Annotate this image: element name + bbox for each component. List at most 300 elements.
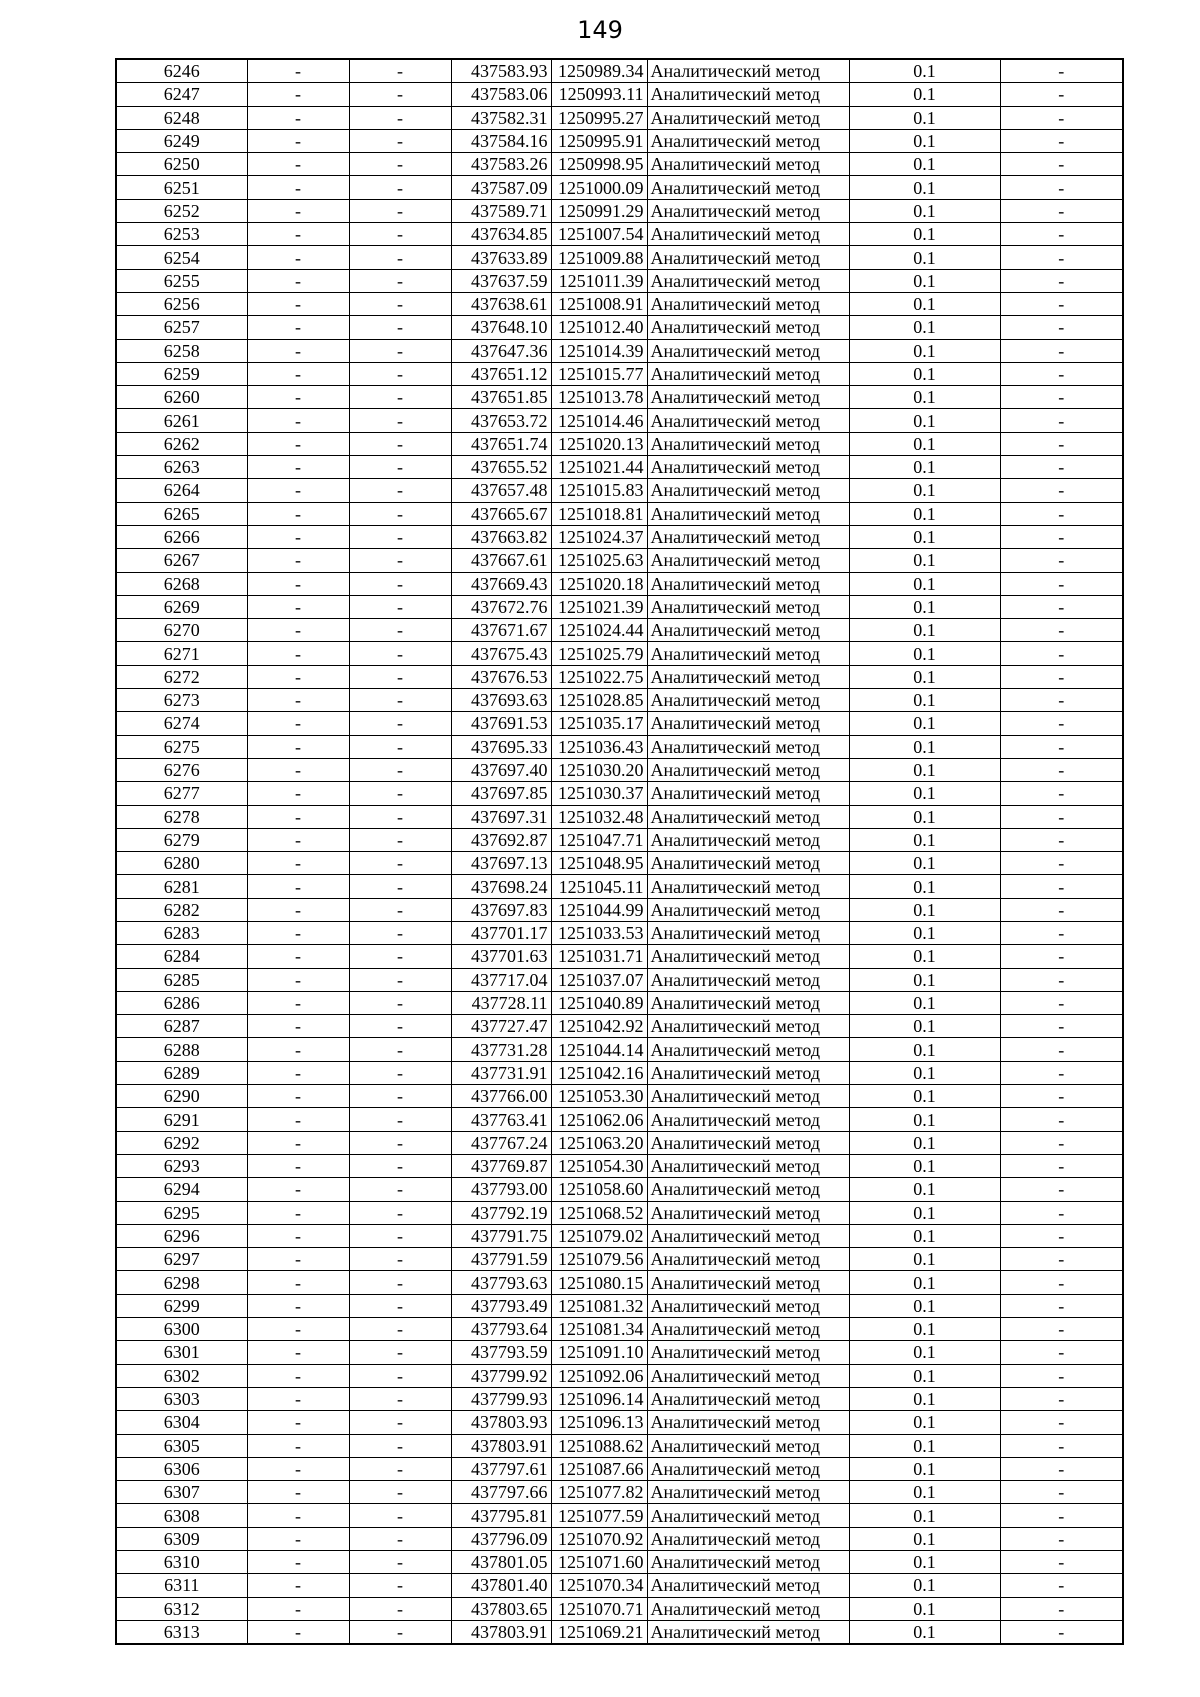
y-coordinate-cell: 1251063.20	[551, 1131, 647, 1154]
table-row	[116, 1201, 1123, 1224]
method-cell: Аналитический метод	[647, 1387, 849, 1410]
y-coordinate-cell: 1251080.15	[551, 1271, 647, 1294]
y-coordinate-cell: 1251030.37	[551, 782, 647, 805]
y-coordinate-cell: 1251018.81	[551, 502, 647, 525]
y-coordinate-cell: 1251062.06	[551, 1108, 647, 1131]
accuracy-cell: 0.1	[849, 712, 1000, 735]
dash-cell: -	[349, 572, 451, 595]
table-row	[116, 339, 1123, 362]
point-number-cell: 6304	[116, 1411, 247, 1434]
dash-cell: -	[247, 129, 349, 152]
table-row	[116, 945, 1123, 968]
method-cell: Аналитический метод	[647, 572, 849, 595]
accuracy-cell: 0.1	[849, 1574, 1000, 1597]
dash-cell: -	[1000, 1481, 1123, 1504]
dash-cell: -	[1000, 595, 1123, 618]
dash-cell: -	[349, 83, 451, 106]
y-coordinate-cell: 1251096.14	[551, 1387, 647, 1410]
y-coordinate-cell: 1251092.06	[551, 1364, 647, 1387]
point-number-cell: 6263	[116, 456, 247, 479]
dash-cell: -	[1000, 875, 1123, 898]
accuracy-cell: 0.1	[849, 269, 1000, 292]
dash-cell: -	[247, 595, 349, 618]
accuracy-cell: 0.1	[849, 362, 1000, 385]
accuracy-cell: 0.1	[849, 921, 1000, 944]
y-coordinate-cell: 1251028.85	[551, 689, 647, 712]
point-number-cell: 6290	[116, 1085, 247, 1108]
method-cell: Аналитический метод	[647, 1085, 849, 1108]
dash-cell: -	[1000, 409, 1123, 432]
x-coordinate-cell: 437727.47	[451, 1015, 551, 1038]
y-coordinate-cell: 1250991.29	[551, 199, 647, 222]
table-row	[116, 758, 1123, 781]
method-cell: Аналитический метод	[647, 712, 849, 735]
accuracy-cell: 0.1	[849, 1411, 1000, 1434]
accuracy-cell: 0.1	[849, 968, 1000, 991]
dash-cell: -	[349, 1387, 451, 1410]
x-coordinate-cell: 437791.75	[451, 1224, 551, 1247]
y-coordinate-cell: 1250998.95	[551, 153, 647, 176]
table-row	[116, 572, 1123, 595]
point-number-cell: 6258	[116, 339, 247, 362]
table-row	[116, 59, 1123, 83]
dash-cell: -	[1000, 1131, 1123, 1154]
method-cell: Аналитический метод	[647, 968, 849, 991]
point-number-cell: 6255	[116, 269, 247, 292]
table-row	[116, 456, 1123, 479]
point-number-cell: 6256	[116, 292, 247, 315]
x-coordinate-cell: 437767.24	[451, 1131, 551, 1154]
point-number-cell: 6308	[116, 1504, 247, 1527]
x-coordinate-cell: 437697.85	[451, 782, 551, 805]
table-row	[116, 269, 1123, 292]
y-coordinate-cell: 1251079.56	[551, 1248, 647, 1271]
x-coordinate-cell: 437665.67	[451, 502, 551, 525]
method-cell: Аналитический метод	[647, 1154, 849, 1177]
dash-cell: -	[349, 223, 451, 246]
table-row	[116, 968, 1123, 991]
x-coordinate-cell: 437697.13	[451, 852, 551, 875]
dash-cell: -	[349, 782, 451, 805]
dash-cell: -	[349, 1015, 451, 1038]
table-row	[116, 316, 1123, 339]
x-coordinate-cell: 437634.85	[451, 223, 551, 246]
table-row	[116, 1457, 1123, 1480]
accuracy-cell: 0.1	[849, 572, 1000, 595]
y-coordinate-cell: 1251077.82	[551, 1481, 647, 1504]
dash-cell: -	[247, 1015, 349, 1038]
accuracy-cell: 0.1	[849, 1108, 1000, 1131]
table-row	[116, 921, 1123, 944]
dash-cell: -	[349, 712, 451, 735]
dash-cell: -	[349, 968, 451, 991]
coordinates-table	[115, 58, 1124, 1645]
dash-cell: -	[349, 1574, 451, 1597]
point-number-cell: 6265	[116, 502, 247, 525]
dash-cell: -	[1000, 991, 1123, 1014]
table-row	[116, 1481, 1123, 1504]
y-coordinate-cell: 1251024.44	[551, 619, 647, 642]
dash-cell: -	[1000, 153, 1123, 176]
dash-cell: -	[349, 1457, 451, 1480]
method-cell: Аналитический метод	[647, 689, 849, 712]
y-coordinate-cell: 1251044.99	[551, 898, 647, 921]
method-cell: Аналитический метод	[647, 432, 849, 455]
dash-cell: -	[1000, 828, 1123, 851]
dash-cell: -	[349, 689, 451, 712]
method-cell: Аналитический метод	[647, 1038, 849, 1061]
dash-cell: -	[349, 595, 451, 618]
method-cell: Аналитический метод	[647, 1108, 849, 1131]
dash-cell: -	[247, 1061, 349, 1084]
point-number-cell: 6312	[116, 1597, 247, 1620]
table-row	[116, 852, 1123, 875]
y-coordinate-cell: 1251047.71	[551, 828, 647, 851]
dash-cell: -	[349, 1131, 451, 1154]
dash-cell: -	[247, 665, 349, 688]
dash-cell: -	[1000, 269, 1123, 292]
dash-cell: -	[1000, 292, 1123, 315]
accuracy-cell: 0.1	[849, 1061, 1000, 1084]
table-row	[116, 223, 1123, 246]
dash-cell: -	[1000, 642, 1123, 665]
dash-cell: -	[349, 316, 451, 339]
dash-cell: -	[349, 339, 451, 362]
dash-cell: -	[349, 1481, 451, 1504]
point-number-cell: 6287	[116, 1015, 247, 1038]
y-coordinate-cell: 1251011.39	[551, 269, 647, 292]
accuracy-cell: 0.1	[849, 246, 1000, 269]
dash-cell: -	[247, 758, 349, 781]
dash-cell: -	[1000, 362, 1123, 385]
accuracy-cell: 0.1	[849, 292, 1000, 315]
method-cell: Аналитический метод	[647, 1201, 849, 1224]
dash-cell: -	[349, 875, 451, 898]
point-number-cell: 6291	[116, 1108, 247, 1131]
dash-cell: -	[349, 665, 451, 688]
x-coordinate-cell: 437633.89	[451, 246, 551, 269]
accuracy-cell: 0.1	[849, 432, 1000, 455]
dash-cell: -	[1000, 665, 1123, 688]
dash-cell: -	[1000, 898, 1123, 921]
point-number-cell: 6282	[116, 898, 247, 921]
x-coordinate-cell: 437667.61	[451, 549, 551, 572]
y-coordinate-cell: 1251024.37	[551, 525, 647, 548]
method-cell: Аналитический метод	[647, 129, 849, 152]
table-row	[116, 292, 1123, 315]
y-coordinate-cell: 1251035.17	[551, 712, 647, 735]
dash-cell: -	[247, 1085, 349, 1108]
dash-cell: -	[247, 1131, 349, 1154]
method-cell: Аналитический метод	[647, 735, 849, 758]
point-number-cell: 6286	[116, 991, 247, 1014]
dash-cell: -	[349, 758, 451, 781]
y-coordinate-cell: 1251031.71	[551, 945, 647, 968]
table-row	[116, 1271, 1123, 1294]
point-number-cell: 6281	[116, 875, 247, 898]
method-cell: Аналитический метод	[647, 456, 849, 479]
point-number-cell: 6313	[116, 1620, 247, 1644]
method-cell: Аналитический метод	[647, 223, 849, 246]
dash-cell: -	[349, 246, 451, 269]
table-body	[116, 59, 1123, 1644]
x-coordinate-cell: 437793.63	[451, 1271, 551, 1294]
accuracy-cell: 0.1	[849, 735, 1000, 758]
dash-cell: -	[247, 1411, 349, 1434]
y-coordinate-cell: 1251045.11	[551, 875, 647, 898]
dash-cell: -	[1000, 782, 1123, 805]
point-number-cell: 6254	[116, 246, 247, 269]
point-number-cell: 6253	[116, 223, 247, 246]
dash-cell: -	[349, 852, 451, 875]
table-row	[116, 735, 1123, 758]
point-number-cell: 6270	[116, 619, 247, 642]
dash-cell: -	[247, 1504, 349, 1527]
dash-cell: -	[247, 968, 349, 991]
dash-cell: -	[349, 292, 451, 315]
dash-cell: -	[247, 1481, 349, 1504]
x-coordinate-cell: 437676.53	[451, 665, 551, 688]
table-row	[116, 199, 1123, 222]
point-number-cell: 6294	[116, 1178, 247, 1201]
point-number-cell: 6262	[116, 432, 247, 455]
y-coordinate-cell: 1251070.71	[551, 1597, 647, 1620]
x-coordinate-cell: 437675.43	[451, 642, 551, 665]
dash-cell: -	[1000, 945, 1123, 968]
method-cell: Аналитический метод	[647, 83, 849, 106]
point-number-cell: 6295	[116, 1201, 247, 1224]
point-number-cell: 6300	[116, 1318, 247, 1341]
point-number-cell: 6288	[116, 1038, 247, 1061]
method-cell: Аналитический метод	[647, 1061, 849, 1084]
dash-cell: -	[247, 292, 349, 315]
accuracy-cell: 0.1	[849, 339, 1000, 362]
y-coordinate-cell: 1251015.83	[551, 479, 647, 502]
point-number-cell: 6284	[116, 945, 247, 968]
point-number-cell: 6275	[116, 735, 247, 758]
point-number-cell: 6311	[116, 1574, 247, 1597]
accuracy-cell: 0.1	[849, 619, 1000, 642]
dash-cell: -	[247, 875, 349, 898]
dash-cell: -	[247, 1597, 349, 1620]
method-cell: Аналитический метод	[647, 1318, 849, 1341]
accuracy-cell: 0.1	[849, 689, 1000, 712]
accuracy-cell: 0.1	[849, 1085, 1000, 1108]
dash-cell: -	[349, 1294, 451, 1317]
dash-cell: -	[1000, 1061, 1123, 1084]
accuracy-cell: 0.1	[849, 1131, 1000, 1154]
y-coordinate-cell: 1251096.13	[551, 1411, 647, 1434]
accuracy-cell: 0.1	[849, 782, 1000, 805]
dash-cell: -	[349, 1551, 451, 1574]
method-cell: Аналитический метод	[647, 1597, 849, 1620]
point-number-cell: 6249	[116, 129, 247, 152]
dash-cell: -	[1000, 129, 1123, 152]
y-coordinate-cell: 1251091.10	[551, 1341, 647, 1364]
y-coordinate-cell: 1251088.62	[551, 1434, 647, 1457]
dash-cell: -	[1000, 1341, 1123, 1364]
accuracy-cell: 0.1	[849, 758, 1000, 781]
table-row	[116, 129, 1123, 152]
table-row	[116, 1015, 1123, 1038]
x-coordinate-cell: 437583.26	[451, 153, 551, 176]
x-coordinate-cell: 437637.59	[451, 269, 551, 292]
dash-cell: -	[247, 1527, 349, 1550]
table-row	[116, 549, 1123, 572]
y-coordinate-cell: 1251025.63	[551, 549, 647, 572]
method-cell: Аналитический метод	[647, 525, 849, 548]
x-coordinate-cell: 437582.31	[451, 106, 551, 129]
dash-cell: -	[1000, 1108, 1123, 1131]
y-coordinate-cell: 1251014.39	[551, 339, 647, 362]
table-row	[116, 1248, 1123, 1271]
method-cell: Аналитический метод	[647, 549, 849, 572]
dash-cell: -	[247, 386, 349, 409]
dash-cell: -	[1000, 758, 1123, 781]
accuracy-cell: 0.1	[849, 1504, 1000, 1527]
x-coordinate-cell: 437669.43	[451, 572, 551, 595]
point-number-cell: 6310	[116, 1551, 247, 1574]
y-coordinate-cell: 1251030.20	[551, 758, 647, 781]
dash-cell: -	[349, 1224, 451, 1247]
accuracy-cell: 0.1	[849, 595, 1000, 618]
x-coordinate-cell: 437796.09	[451, 1527, 551, 1550]
table-row	[116, 712, 1123, 735]
dash-cell: -	[1000, 456, 1123, 479]
y-coordinate-cell: 1251037.07	[551, 968, 647, 991]
method-cell: Аналитический метод	[647, 1248, 849, 1271]
dash-cell: -	[1000, 1015, 1123, 1038]
y-coordinate-cell: 1251032.48	[551, 805, 647, 828]
x-coordinate-cell: 437793.64	[451, 1318, 551, 1341]
method-cell: Аналитический метод	[647, 1574, 849, 1597]
point-number-cell: 6301	[116, 1341, 247, 1364]
accuracy-cell: 0.1	[849, 1178, 1000, 1201]
table-row	[116, 106, 1123, 129]
table-row	[116, 619, 1123, 642]
dash-cell: -	[349, 386, 451, 409]
dash-cell: -	[1000, 712, 1123, 735]
dash-cell: -	[1000, 1154, 1123, 1177]
method-cell: Аналитический метод	[647, 758, 849, 781]
dash-cell: -	[349, 1108, 451, 1131]
method-cell: Аналитический метод	[647, 875, 849, 898]
dash-cell: -	[1000, 432, 1123, 455]
dash-cell: -	[349, 525, 451, 548]
method-cell: Аналитический метод	[647, 1551, 849, 1574]
point-number-cell: 6303	[116, 1387, 247, 1410]
y-coordinate-cell: 1251008.91	[551, 292, 647, 315]
dash-cell: -	[349, 735, 451, 758]
accuracy-cell: 0.1	[849, 1271, 1000, 1294]
dash-cell: -	[247, 525, 349, 548]
point-number-cell: 6260	[116, 386, 247, 409]
y-coordinate-cell: 1251020.13	[551, 432, 647, 455]
dash-cell: -	[247, 1154, 349, 1177]
dash-cell: -	[247, 1294, 349, 1317]
accuracy-cell: 0.1	[849, 59, 1000, 83]
dash-cell: -	[247, 1271, 349, 1294]
x-coordinate-cell: 437692.87	[451, 828, 551, 851]
point-number-cell: 6274	[116, 712, 247, 735]
accuracy-cell: 0.1	[849, 1341, 1000, 1364]
dash-cell: -	[349, 106, 451, 129]
x-coordinate-cell: 437803.91	[451, 1620, 551, 1644]
accuracy-cell: 0.1	[849, 1318, 1000, 1341]
x-coordinate-cell: 437803.65	[451, 1597, 551, 1620]
y-coordinate-cell: 1250995.91	[551, 129, 647, 152]
point-number-cell: 6285	[116, 968, 247, 991]
y-coordinate-cell: 1251087.66	[551, 1457, 647, 1480]
y-coordinate-cell: 1251058.60	[551, 1178, 647, 1201]
x-coordinate-cell: 437797.61	[451, 1457, 551, 1480]
x-coordinate-cell: 437651.74	[451, 432, 551, 455]
method-cell: Аналитический метод	[647, 1434, 849, 1457]
method-cell: Аналитический метод	[647, 292, 849, 315]
method-cell: Аналитический метод	[647, 1294, 849, 1317]
table-row	[116, 386, 1123, 409]
dash-cell: -	[247, 339, 349, 362]
dash-cell: -	[247, 735, 349, 758]
point-number-cell: 6257	[116, 316, 247, 339]
table-row	[116, 1574, 1123, 1597]
x-coordinate-cell: 437793.59	[451, 1341, 551, 1364]
dash-cell: -	[1000, 1364, 1123, 1387]
y-coordinate-cell: 1251009.88	[551, 246, 647, 269]
method-cell: Аналитический метод	[647, 1527, 849, 1550]
accuracy-cell: 0.1	[849, 1038, 1000, 1061]
x-coordinate-cell: 437693.63	[451, 689, 551, 712]
method-cell: Аналитический метод	[647, 1341, 849, 1364]
dash-cell: -	[247, 619, 349, 642]
y-coordinate-cell: 1251033.53	[551, 921, 647, 944]
dash-cell: -	[1000, 59, 1123, 83]
dash-cell: -	[247, 572, 349, 595]
accuracy-cell: 0.1	[849, 1527, 1000, 1550]
point-number-cell: 6269	[116, 595, 247, 618]
dash-cell: -	[349, 549, 451, 572]
method-cell: Аналитический метод	[647, 782, 849, 805]
point-number-cell: 6272	[116, 665, 247, 688]
accuracy-cell: 0.1	[849, 549, 1000, 572]
method-cell: Аналитический метод	[647, 805, 849, 828]
accuracy-cell: 0.1	[849, 1224, 1000, 1247]
y-coordinate-cell: 1251079.02	[551, 1224, 647, 1247]
dash-cell: -	[1000, 1294, 1123, 1317]
dash-cell: -	[247, 479, 349, 502]
method-cell: Аналитический метод	[647, 409, 849, 432]
dash-cell: -	[1000, 246, 1123, 269]
point-number-cell: 6298	[116, 1271, 247, 1294]
table-row	[116, 1597, 1123, 1620]
method-cell: Аналитический метод	[647, 619, 849, 642]
x-coordinate-cell: 437671.67	[451, 619, 551, 642]
x-coordinate-cell: 437583.93	[451, 59, 551, 83]
dash-cell: -	[1000, 735, 1123, 758]
table-row	[116, 1434, 1123, 1457]
y-coordinate-cell: 1251071.60	[551, 1551, 647, 1574]
dash-cell: -	[1000, 1457, 1123, 1480]
table-row	[116, 83, 1123, 106]
method-cell: Аналитический метод	[647, 1364, 849, 1387]
table-row	[116, 1411, 1123, 1434]
dash-cell: -	[1000, 619, 1123, 642]
y-coordinate-cell: 1251000.09	[551, 176, 647, 199]
method-cell: Аналитический метод	[647, 176, 849, 199]
dash-cell: -	[247, 945, 349, 968]
table-row	[116, 875, 1123, 898]
accuracy-cell: 0.1	[849, 1294, 1000, 1317]
